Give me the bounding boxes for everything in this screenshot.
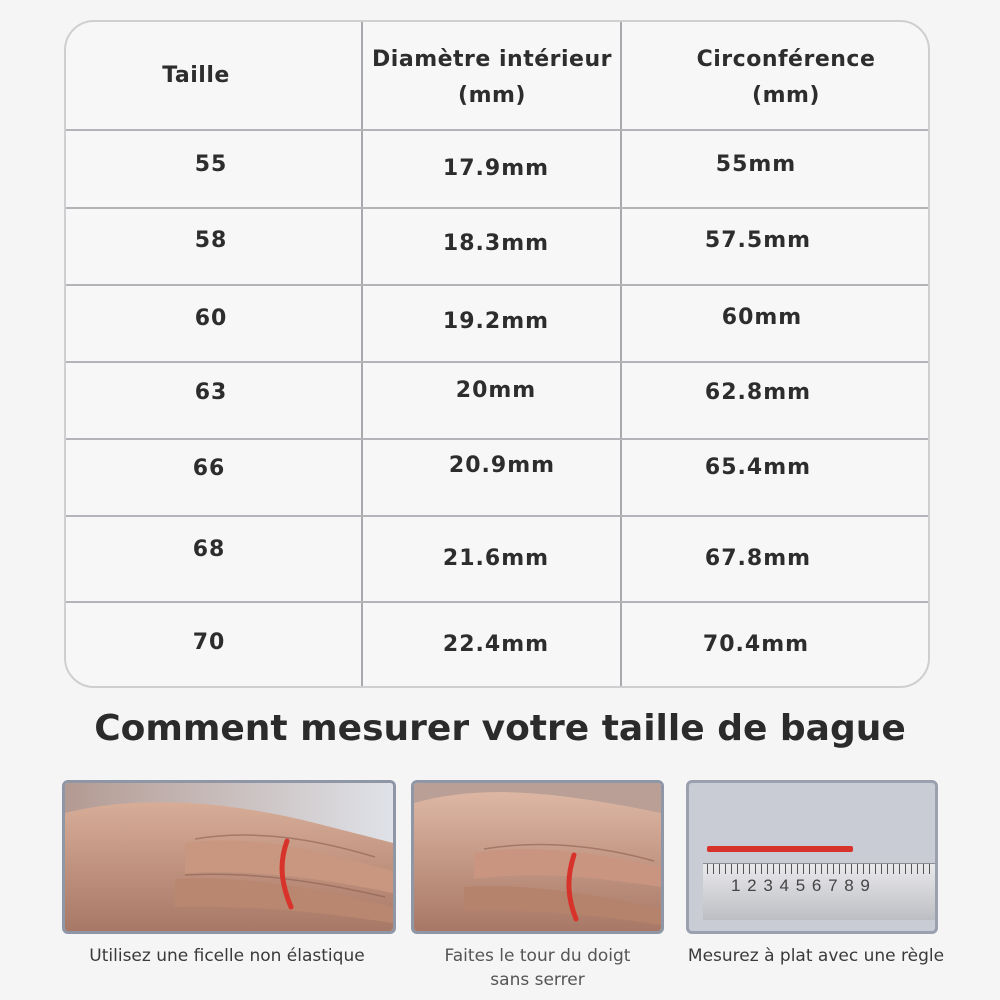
how-to-title: Comment mesurer votre taille de bague [94, 708, 906, 749]
step2-caption-line2: sans serrer [490, 970, 585, 990]
row-divider [66, 284, 928, 286]
size-cell: 60 [194, 305, 228, 331]
row-divider [66, 601, 928, 603]
size-cell: 63 [194, 379, 228, 405]
header-size: Taille [162, 63, 230, 88]
diameter-cell: 22.4mm [442, 631, 550, 657]
ruler [703, 863, 938, 920]
diameter-cell: 20.9mm [448, 452, 556, 478]
row-divider [66, 207, 928, 209]
red-string [707, 846, 853, 852]
circumference-cell: 65.4mm [704, 454, 812, 480]
row-divider [66, 515, 928, 517]
header-circumference: Circonférence (mm) [696, 47, 876, 108]
size-table [64, 20, 930, 688]
size-cell: 58 [194, 227, 228, 253]
column-divider [620, 22, 622, 686]
diameter-cell: 20mm [455, 377, 537, 403]
hand-wrap-illustration [414, 783, 661, 931]
diameter-cell: 19.2mm [442, 308, 550, 334]
row-divider [66, 129, 928, 131]
diameter-cell: 17.9mm [442, 155, 550, 181]
step1-caption: Utilisez une ficelle non élastique [89, 946, 365, 966]
size-cell: 68 [192, 536, 226, 562]
circumference-cell: 57.5mm [704, 227, 812, 253]
circumference-cell: 55mm [715, 151, 797, 177]
hand-string-photo [62, 780, 396, 934]
row-divider [66, 438, 928, 440]
row-divider [66, 361, 928, 363]
circumference-cell: 62.8mm [704, 379, 812, 405]
circumference-cell: 67.8mm [704, 545, 812, 571]
size-cell: 66 [192, 455, 226, 481]
circumference-cell: 60mm [721, 304, 803, 330]
diameter-cell: 18.3mm [442, 230, 550, 256]
circumference-cell: 70.4mm [702, 631, 810, 657]
size-cell: 55 [194, 151, 228, 177]
ruler-ticks [707, 864, 938, 874]
step2-caption-line1: Faites le tour du doigt [444, 946, 631, 966]
step2-caption [411, 944, 664, 992]
column-divider [361, 22, 363, 686]
ruler-numbers: 1 2 3 4 5 6 7 8 9 [731, 876, 871, 895]
ruler-photo [686, 780, 938, 934]
hand-wrap-photo [411, 780, 664, 934]
step3-caption: Mesurez à plat avec une règle [687, 946, 945, 966]
header-inner-diameter: Diamètre intérieur (mm) [372, 47, 612, 108]
size-cell: 70 [192, 629, 226, 655]
hand-string-illustration [65, 783, 393, 931]
diameter-cell: 21.6mm [442, 545, 550, 571]
